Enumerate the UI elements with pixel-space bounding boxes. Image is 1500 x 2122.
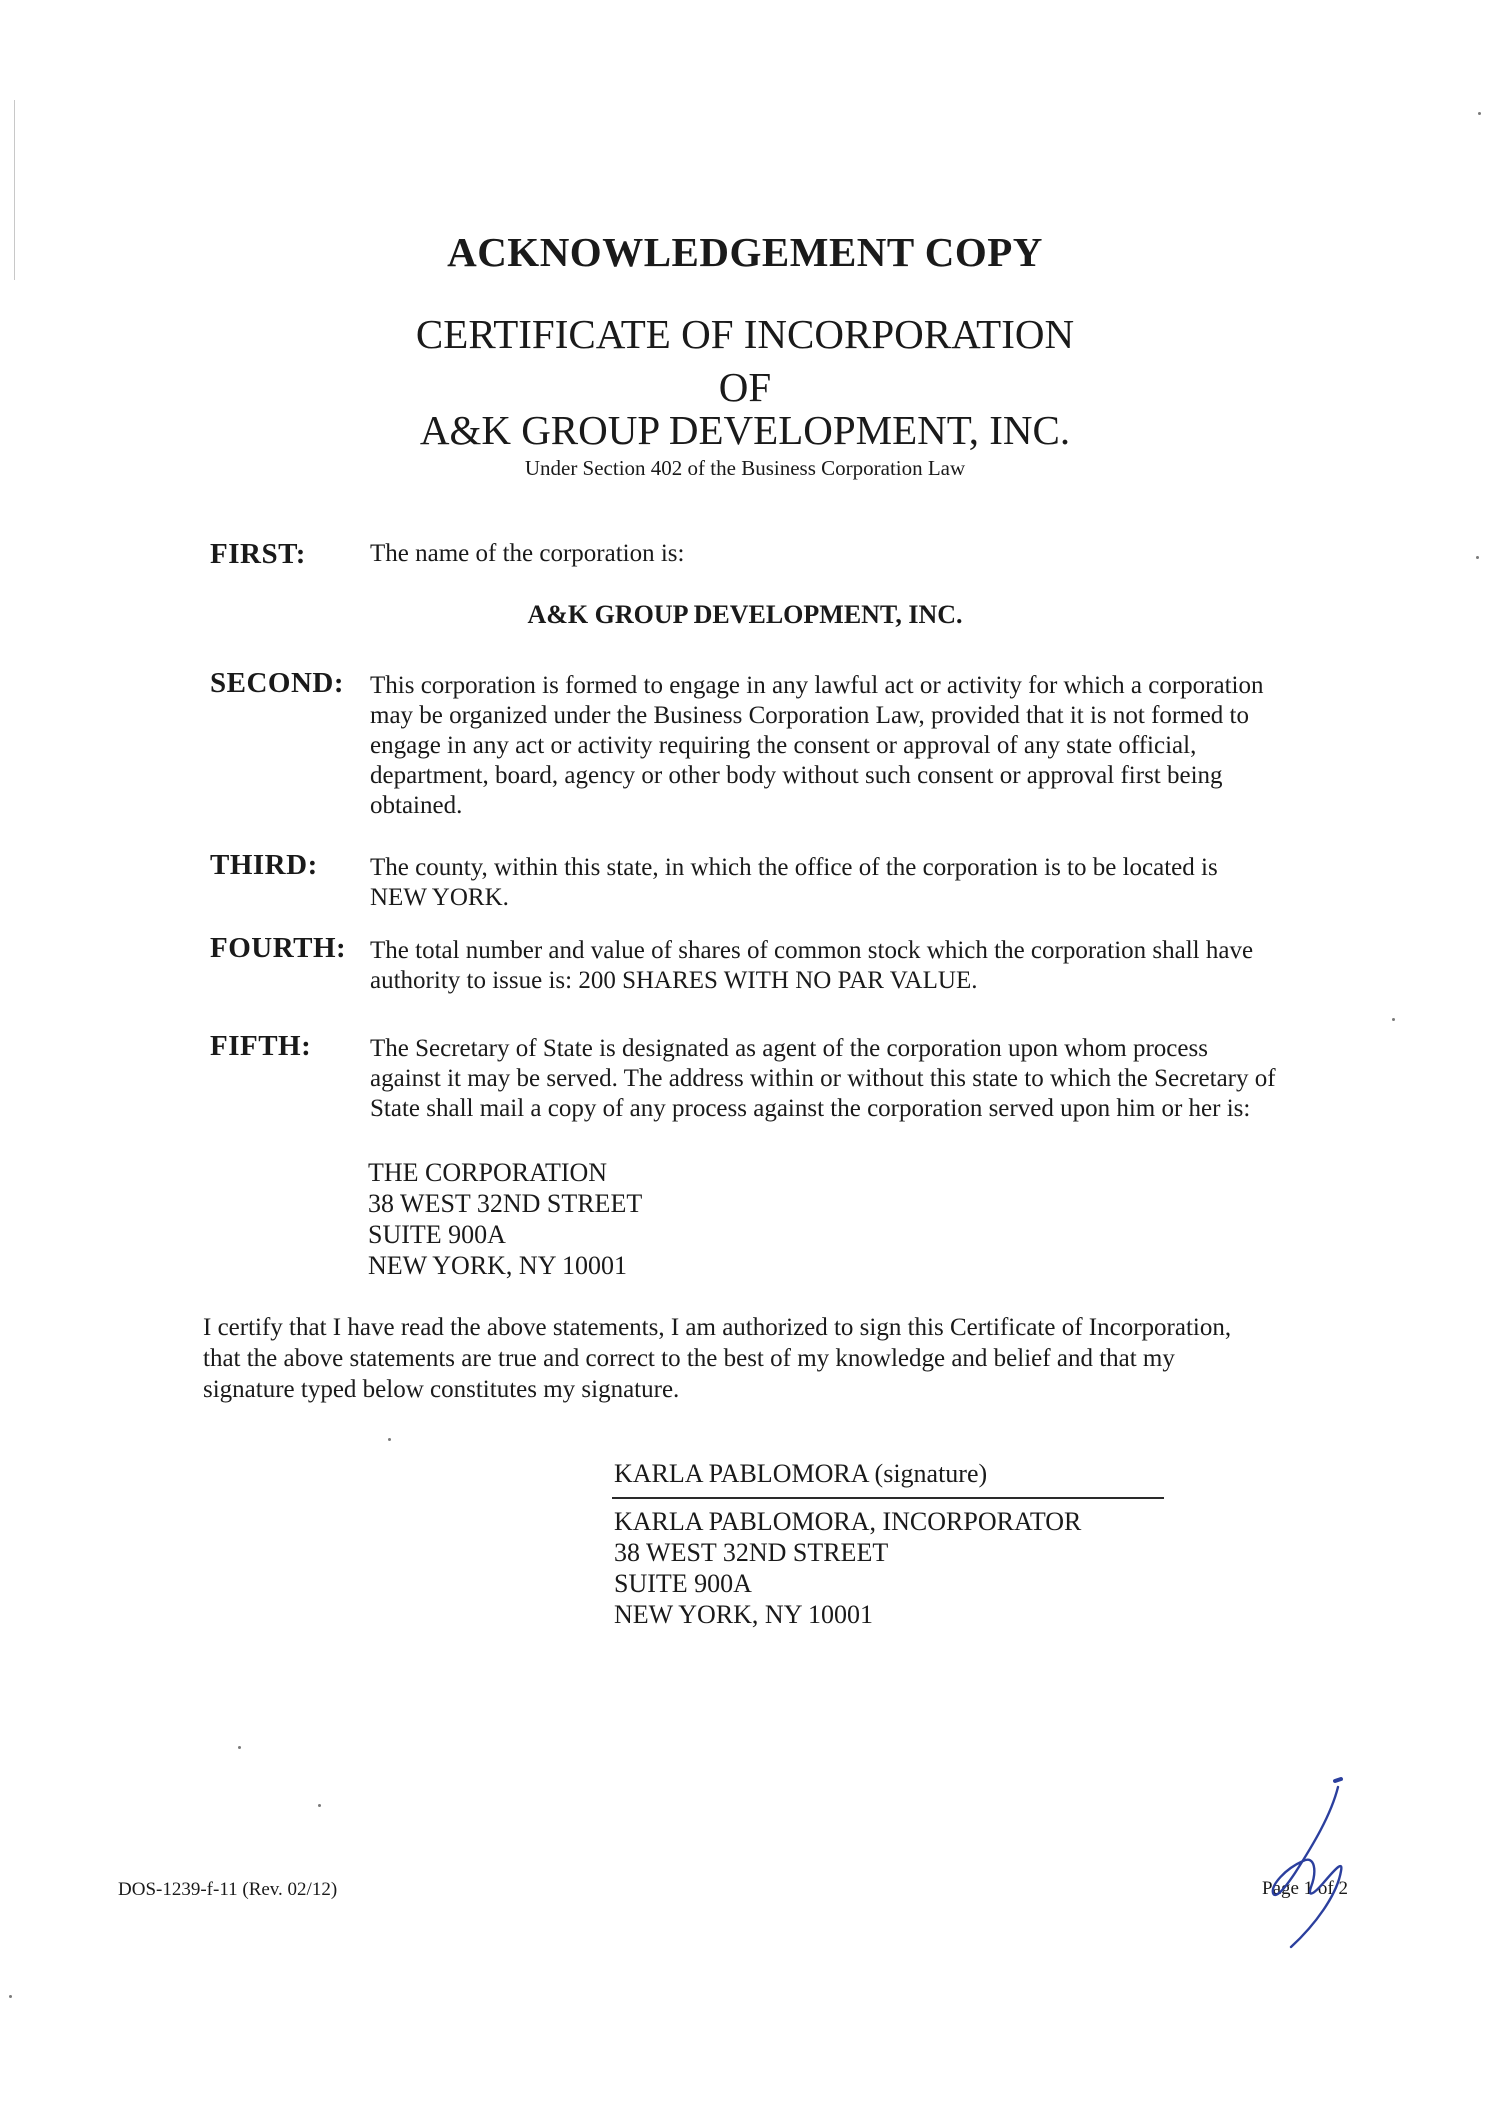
article-fifth-label: FIFTH: — [210, 1030, 312, 1062]
article-fourth-text — [370, 936, 1410, 996]
page-number: Page 1 of 2 — [1262, 1878, 1349, 1899]
certificate-title: CERTIFICATE OF INCORPORATION — [415, 311, 1075, 357]
scan-speck — [1476, 556, 1479, 559]
article-fourth-line: authority to issue is: 200 SHARES WITH NO PAR VALUE. — [370, 967, 978, 994]
article-second-text — [370, 671, 1410, 821]
article-fourth-label: FOURTH: — [210, 932, 347, 964]
typed-signature-line: KARLA PABLOMORA (signature) — [614, 1459, 988, 1488]
scan-speck — [238, 1746, 241, 1749]
statute-subtitle: Under Section 402 of the Business Corporation Law — [524, 456, 966, 480]
address-line: NEW YORK, NY 10001 — [368, 1251, 628, 1280]
article-fourth-line: The total number and value of shares of common stock which the corporation shall have — [370, 937, 1254, 964]
incorporator-line: NEW YORK, NY 10001 — [614, 1600, 874, 1629]
address-line: 38 WEST 32ND STREET — [368, 1189, 643, 1218]
certification-line: I certify that I have read the above statements, I am authorized to sign this Certificate of Incorporation, — [203, 1314, 1232, 1341]
article-second-line: obtained. — [370, 792, 463, 819]
article-fifth-line: The Secretary of State is designated as agent of the corporation upon whom process — [370, 1035, 1208, 1062]
article-first-line: The name of the corporation is: — [370, 540, 685, 567]
scan-speck — [1478, 112, 1481, 115]
certification-line: signature typed below constitutes my signature. — [203, 1376, 680, 1403]
article-third-text — [370, 853, 1410, 913]
scan-speck — [388, 1438, 391, 1441]
typed-signature — [614, 1458, 987, 1489]
article-fifth-line: State shall mail a copy of any process against the corporation served upon him or her is: — [370, 1095, 1251, 1122]
company-title: A&K GROUP DEVELOPMENT, INC. — [419, 407, 1071, 453]
scan-speck — [318, 1804, 321, 1807]
article-second-line: may be organized under the Business Corporation Law, provided that it is not formed to — [370, 702, 1249, 729]
article-third-line: NEW YORK. — [370, 884, 509, 911]
form-identifier: DOS-1239-f-11 (Rev. 02/12) — [118, 1879, 338, 1900]
article-second-line: engage in any act or activity requiring the consent or approval of any state official, — [370, 732, 1197, 759]
article-third-label: THIRD: — [210, 849, 318, 881]
handwritten-initials — [1255, 1775, 1375, 1965]
article-second-line: This corporation is formed to engage in any lawful act or activity for which a corporation — [370, 672, 1264, 699]
acknowledgement-title: ACKNOWLEDGEMENT COPY — [447, 229, 1043, 275]
article-first-text — [370, 539, 1410, 569]
scan-speck — [9, 1995, 12, 1998]
article-second-label: SECOND: — [210, 667, 345, 699]
corporation-name: A&K GROUP DEVELOPMENT, INC. — [527, 600, 963, 629]
certification-statement — [203, 1312, 1413, 1405]
address-line: THE CORPORATION — [368, 1158, 608, 1187]
article-fifth-text — [370, 1034, 1410, 1124]
article-fifth-line: against it may be served. The address within or without this state to which the Secretary of — [370, 1065, 1276, 1092]
incorporator-block — [614, 1506, 1081, 1630]
address-line: SUITE 900A — [368, 1220, 506, 1249]
process-address — [368, 1157, 642, 1281]
article-third-line: The county, within this state, in which the office of the corporation is to be located is — [370, 854, 1218, 881]
incorporator-line: 38 WEST 32ND STREET — [614, 1538, 889, 1567]
title-of: OF — [718, 364, 772, 410]
incorporator-line: SUITE 900A — [614, 1569, 752, 1598]
certification-line: that the above statements are true and correct to the best of my knowledge and belief and that my — [203, 1345, 1175, 1372]
article-first-label: FIRST: — [210, 538, 306, 570]
article-second-line: department, board, agency or other body without such consent or approval first being — [370, 762, 1223, 789]
signature-rule — [612, 1497, 1164, 1499]
scan-speck — [1392, 1018, 1395, 1021]
incorporator-line: KARLA PABLOMORA, INCORPORATOR — [614, 1507, 1082, 1536]
